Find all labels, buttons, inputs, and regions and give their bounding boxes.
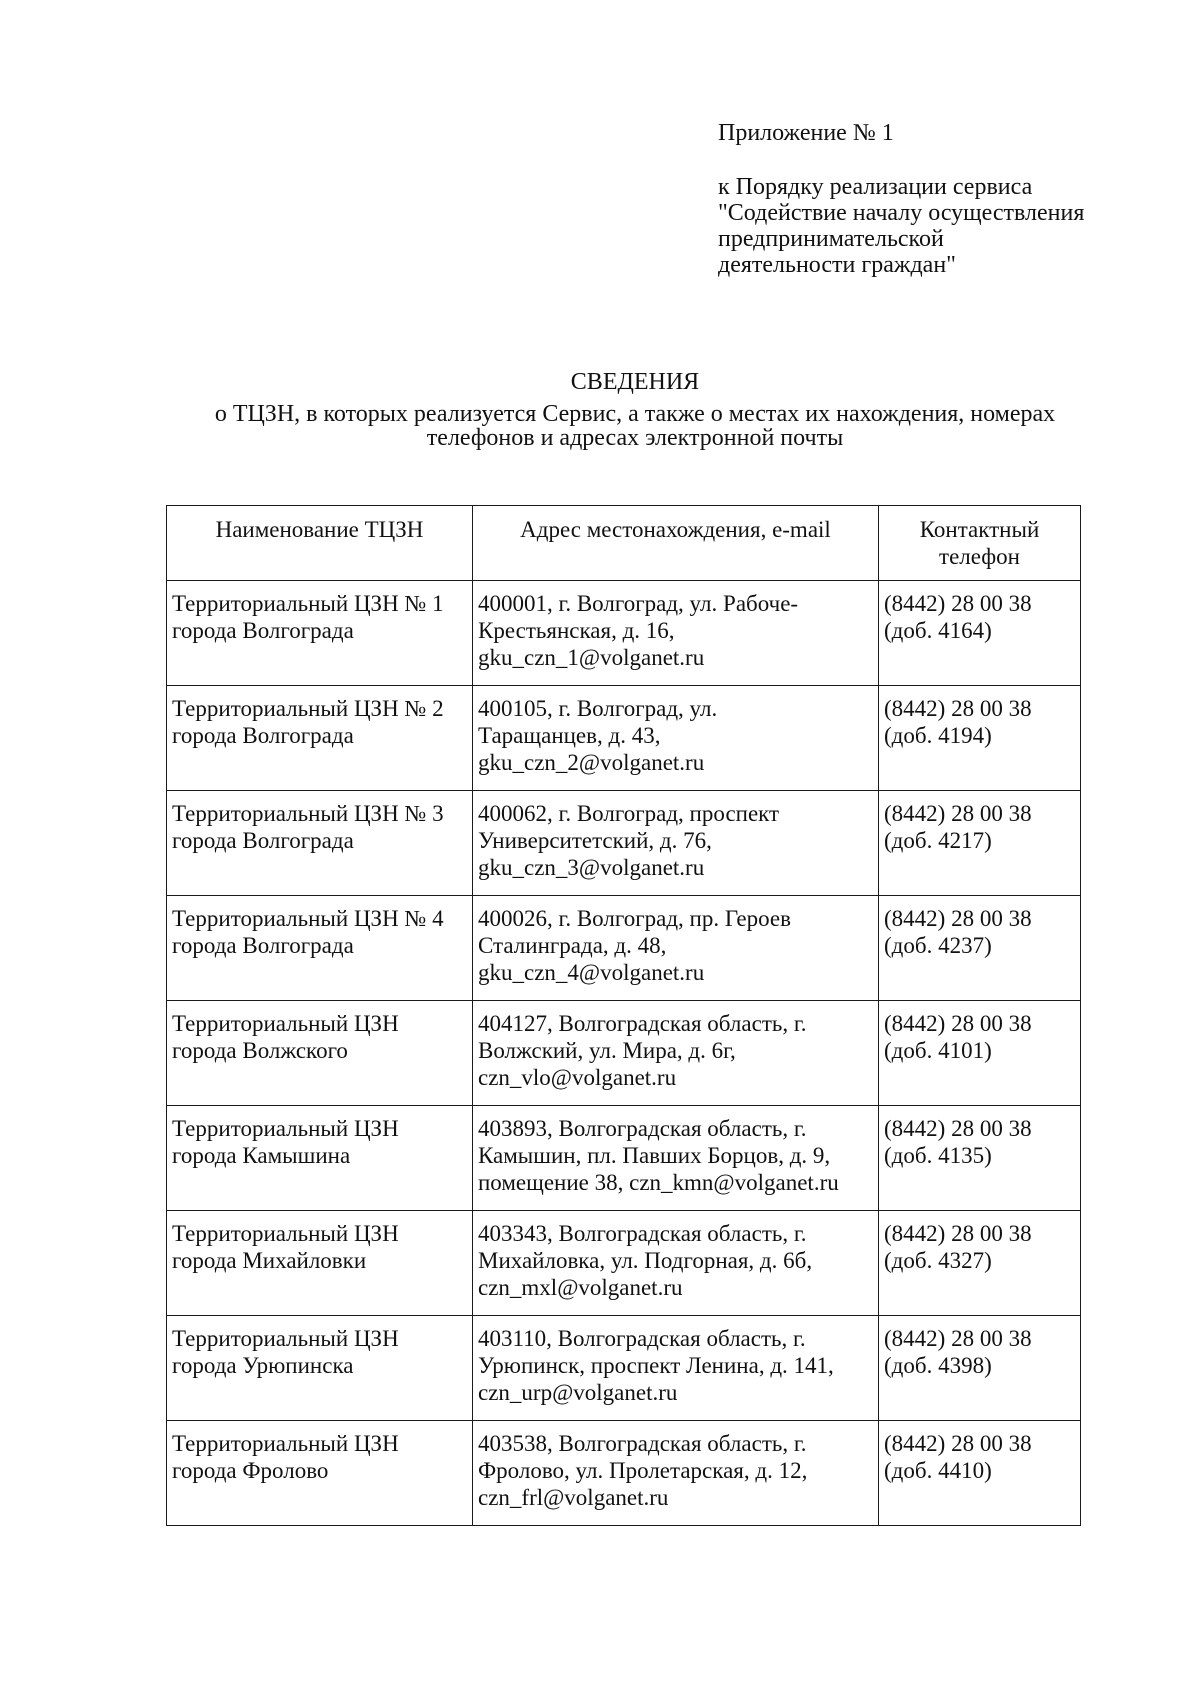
header-phone-text: Контактный bbox=[919, 517, 1040, 542]
cell-phone bbox=[879, 1316, 1081, 1421]
cell-phone-line: (доб. 4410) bbox=[884, 1458, 992, 1483]
appendix-reference bbox=[718, 174, 1084, 278]
document-heading bbox=[160, 368, 1110, 450]
cell-phone-line: (8442) 28 00 38 bbox=[884, 906, 1032, 931]
cell-name-line: Территориальный ЦЗН bbox=[172, 1011, 399, 1036]
cell-phone-line: (доб. 4101) bbox=[884, 1038, 992, 1063]
table-body bbox=[167, 581, 1081, 1526]
cell-phone-line: (8442) 28 00 38 bbox=[884, 1431, 1032, 1456]
cell-phone-line: (8442) 28 00 38 bbox=[884, 1326, 1032, 1351]
cell-name-line: Территориальный ЦЗН bbox=[172, 1431, 399, 1456]
cell-phone-line: (доб. 4194) bbox=[884, 723, 992, 748]
appendix-reference-line: "Содействие началу осуществления bbox=[718, 200, 1085, 226]
document-subtitle-line: телефонов и адресах электронной почты bbox=[426, 425, 844, 451]
table-row bbox=[167, 1106, 1081, 1211]
cell-name bbox=[167, 791, 473, 896]
cell-address bbox=[473, 1316, 879, 1421]
header-address bbox=[473, 506, 879, 581]
cell-name-line: Территориальный ЦЗН № 4 bbox=[172, 906, 444, 931]
cell-address-line: 400001, г. Волгоград, ул. Рабоче- bbox=[478, 591, 799, 616]
cell-address-line: 403893, Волгоградская область, г. bbox=[478, 1116, 807, 1141]
cell-address bbox=[473, 1421, 879, 1526]
cell-phone bbox=[879, 896, 1081, 1001]
cell-phone-line: (8442) 28 00 38 bbox=[884, 1011, 1032, 1036]
cell-name-line: Территориальный ЦЗН № 2 bbox=[172, 696, 444, 721]
cell-address-line: 404127, Волгоградская область, г. bbox=[478, 1011, 807, 1036]
cell-address-line: Михайловка, ул. Подгорная, д. 6б, bbox=[478, 1248, 813, 1273]
tczn-info-table bbox=[166, 505, 1081, 1526]
table-row bbox=[167, 581, 1081, 686]
cell-address-line: gku_czn_4@volganet.ru bbox=[478, 960, 705, 985]
cell-name-line: Территориальный ЦЗН bbox=[172, 1326, 399, 1351]
cell-phone-line: (доб. 4327) bbox=[884, 1248, 992, 1273]
cell-phone bbox=[879, 1001, 1081, 1106]
cell-address-line: 403538, Волгоградская область, г. bbox=[478, 1431, 807, 1456]
cell-phone bbox=[879, 581, 1081, 686]
cell-phone-line: (8442) 28 00 38 bbox=[884, 1221, 1032, 1246]
cell-address bbox=[473, 791, 879, 896]
appendix-reference-line: предпринимательской bbox=[718, 226, 944, 252]
cell-phone bbox=[879, 1211, 1081, 1316]
cell-name-line: города Волгограда bbox=[172, 723, 354, 748]
cell-name-line: Территориальный ЦЗН bbox=[172, 1221, 399, 1246]
cell-phone-line: (8442) 28 00 38 bbox=[884, 591, 1032, 616]
header-phone-text: телефон bbox=[939, 544, 1020, 569]
cell-address-line: 403343, Волгоградская область, г. bbox=[478, 1221, 807, 1246]
cell-phone-line: (8442) 28 00 38 bbox=[884, 801, 1032, 826]
cell-name bbox=[167, 1106, 473, 1211]
cell-phone-line: (8442) 28 00 38 bbox=[884, 696, 1032, 721]
cell-address-line: 403110, Волгоградская область, г. bbox=[478, 1326, 806, 1351]
cell-address-line: Урюпинск, проспект Ленина, д. 141, bbox=[478, 1353, 834, 1378]
cell-address bbox=[473, 1106, 879, 1211]
document-title: СВЕДЕНИЯ bbox=[570, 369, 700, 395]
table-row bbox=[167, 1211, 1081, 1316]
cell-phone-line: (доб. 4237) bbox=[884, 933, 992, 958]
cell-name-line: города Волгограда bbox=[172, 933, 354, 958]
table-row bbox=[167, 1316, 1081, 1421]
appendix-block bbox=[718, 120, 1084, 278]
cell-name-line: города Волжского bbox=[172, 1038, 348, 1063]
cell-name-line: Территориальный ЦЗН № 1 bbox=[172, 591, 444, 616]
table-header-row bbox=[167, 506, 1081, 581]
cell-address-line: 400026, г. Волгоград, пр. Героев bbox=[478, 906, 791, 931]
cell-address-line: czn_frl@volganet.ru bbox=[478, 1485, 669, 1510]
appendix-reference-line: деятельности граждан" bbox=[718, 252, 956, 278]
cell-name bbox=[167, 896, 473, 1001]
cell-phone-line: (доб. 4398) bbox=[884, 1353, 992, 1378]
cell-address-line: Волжский, ул. Мира, д. 6г, bbox=[478, 1038, 736, 1063]
cell-address-line: 400105, г. Волгоград, ул. bbox=[478, 696, 718, 721]
cell-name bbox=[167, 1001, 473, 1106]
document-subtitle-line: о ТЦЗН, в которых реализуется Сервис, а также о местах их нахождения, номерах bbox=[214, 401, 1056, 427]
cell-address-line: Таращанцев, д. 43, bbox=[478, 723, 661, 748]
cell-address-line: Крестьянская, д. 16, bbox=[478, 618, 675, 643]
cell-phone-line: (доб. 4164) bbox=[884, 618, 992, 643]
cell-name bbox=[167, 1316, 473, 1421]
header-name bbox=[167, 506, 473, 581]
cell-name bbox=[167, 1211, 473, 1316]
cell-address-line: Фролово, ул. Пролетарская, д. 12, bbox=[478, 1458, 808, 1483]
cell-address-line: Сталинграда, д. 48, bbox=[478, 933, 667, 958]
cell-address-line: gku_czn_2@volganet.ru bbox=[478, 750, 705, 775]
cell-address-line: gku_czn_1@volganet.ru bbox=[478, 645, 705, 670]
cell-address-line: Камышин, пл. Павших Борцов, д. 9, bbox=[478, 1143, 831, 1168]
header-address-text: Адрес местонахождения, e-mail bbox=[520, 517, 831, 542]
cell-phone bbox=[879, 1421, 1081, 1526]
cell-name-line: Территориальный ЦЗН bbox=[172, 1116, 399, 1141]
header-phone bbox=[879, 506, 1081, 581]
header-name-text: Наименование ТЦЗН bbox=[215, 517, 424, 542]
cell-address bbox=[473, 1001, 879, 1106]
cell-name bbox=[167, 581, 473, 686]
table-row bbox=[167, 791, 1081, 896]
cell-address-line: Университетский, д. 76, bbox=[478, 828, 712, 853]
table-row bbox=[167, 1001, 1081, 1106]
cell-address-line: 400062, г. Волгоград, проспект bbox=[478, 801, 780, 826]
cell-phone bbox=[879, 686, 1081, 791]
cell-address-line: czn_vlo@volganet.ru bbox=[478, 1065, 677, 1090]
cell-address bbox=[473, 581, 879, 686]
cell-phone-line: (доб. 4135) bbox=[884, 1143, 992, 1168]
cell-name-line: города Волгограда bbox=[172, 828, 354, 853]
cell-name-line: города Михайловки bbox=[172, 1248, 367, 1273]
cell-phone-line: (8442) 28 00 38 bbox=[884, 1116, 1032, 1141]
cell-phone-line: (доб. 4217) bbox=[884, 828, 992, 853]
cell-phone bbox=[879, 791, 1081, 896]
cell-address bbox=[473, 686, 879, 791]
cell-name bbox=[167, 1421, 473, 1526]
cell-name-line: Территориальный ЦЗН № 3 bbox=[172, 801, 444, 826]
table-row bbox=[167, 1421, 1081, 1526]
appendix-reference-line: к Порядку реализации сервиса bbox=[718, 174, 1033, 200]
cell-address bbox=[473, 896, 879, 1001]
cell-address-line: czn_urp@volganet.ru bbox=[478, 1380, 678, 1405]
cell-name bbox=[167, 686, 473, 791]
cell-address-line: помещение 38, czn_kmn@volganet.ru bbox=[478, 1170, 839, 1195]
cell-name-line: города Камышина bbox=[172, 1143, 351, 1168]
cell-address-line: gku_czn_3@volganet.ru bbox=[478, 855, 705, 880]
cell-address bbox=[473, 1211, 879, 1316]
cell-name-line: города Урюпинска bbox=[172, 1353, 354, 1378]
cell-name-line: города Волгограда bbox=[172, 618, 354, 643]
cell-name-line: города Фролово bbox=[172, 1458, 329, 1483]
table-row bbox=[167, 896, 1081, 1001]
cell-address-line: czn_mxl@volganet.ru bbox=[478, 1275, 683, 1300]
appendix-number: Приложение № 1 bbox=[718, 120, 894, 146]
cell-phone bbox=[879, 1106, 1081, 1211]
table-row bbox=[167, 686, 1081, 791]
